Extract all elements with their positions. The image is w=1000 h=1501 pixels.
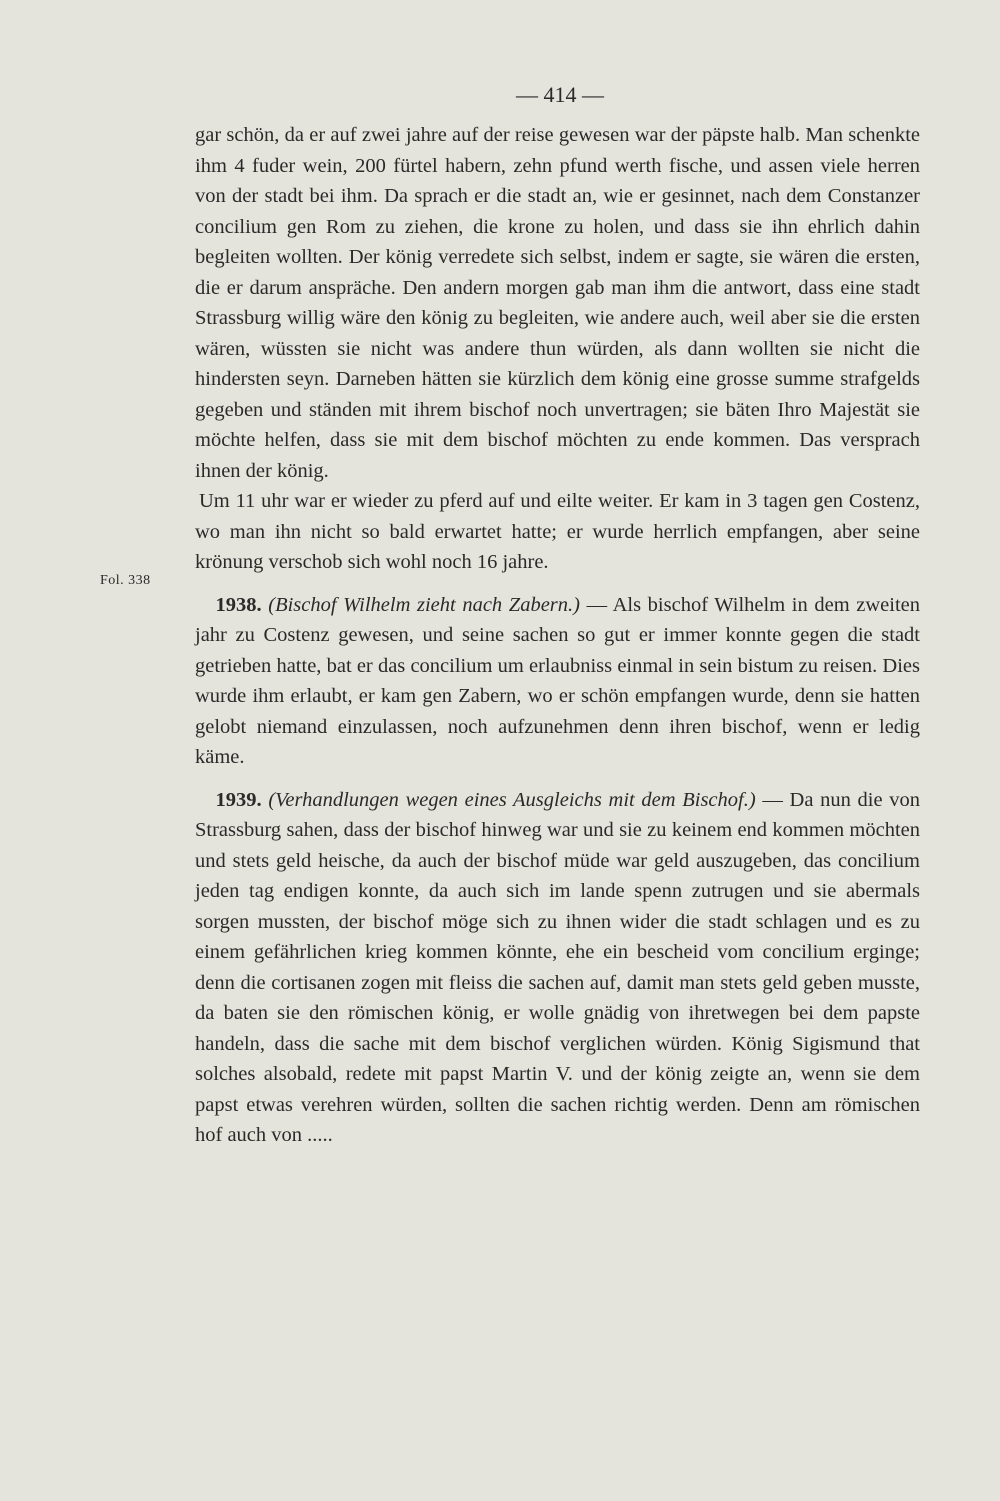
folio-margin-note: Fol. 338: [100, 573, 151, 588]
body-text: [195, 120, 920, 1151]
paragraph-continuation: gar schön, da er auf zwei jahre auf der reise gewesen war der päpste halb. Man schenkte ihm 4 fuder wein, 200 fürtel habern, zehn pfund werth fische, und assen viele herren von der stadt bei ihm. Da sprach er die stadt an, wie er gesinnet, nach dem Constanzer concilium gen Rom zu ziehen, die krone zu holen, und dass sie ihn ehrlich dahin begleiten wollten. Der könig verredete sich selbst, indem er sagte, sie wären die ersten, die er darum anspräche. Den andern morgen gab man ihm die antwort, dass eine stadt Strassburg willig wäre den könig zu begleiten, wie andere auch, weil aber sie die ersten wären, wüssten sie nicht was andere thun würden, als dann wollten sie nicht die hindersten seyn. Darneben hätten sie kürzlich dem könig eine grosse summe strafgelds gegeben und ständen mit ihrem bischof noch unvertragen; sie bäten Ihro Majestät sie möchte helfen, dass sie mit dem bischof möchten zu ende kommen. Das versprach ihnen der könig.: [195, 124, 920, 482]
section-body: — Als bischof Wilhelm in dem zweiten jahr zu Costenz gewesen, und seine sachen so gut er immer konnte gegen die stadt getrieben hatte, bat er das concilium um erlaubniss einmal in sein bistum zu reisen. Dies wurde ihm erlaubt, er kam gen Zabern, wo er schön empfangen wurde, denn sie hatten gelobt niemand einzulassen, noch aufzunehmen denn ihren bischof, wenn er ledig käme.: [195, 593, 921, 768]
section-body: — Da nun die von Strassburg sahen, dass der bischof hinweg war und sie zu keinem end kommen möchten und stets geld heische, da auch der bischof müde war geld auszugeben, das concilium jeden tag endigen konnte, da auch sich im lande spenn zutrugen und sie abermals sorgen mussten, der bischof möge sich zu ihnen wider die stadt schlagen und es zu einem gefährlichen krieg kommen könnte, ehe ein bescheid vom concilium erginge; denn die cortisanen zogen mit fleiss die sachen auf, damit man stets geld geben musste, da baten sie den römischen könig, er wolle gnädig von ihretwegen bei dem papste handeln, dass die sache mit dem bischof verglichen würden. König Sigismund that solches alsobald, redete mit papst Martin V. und der könig zeigte an, wenn sie dem papst etwas verehren würden, sollten die sachen richtig werden. Denn am römischen hof auch von .....: [195, 788, 921, 1146]
section-number: 1938.: [215, 593, 262, 616]
section-number: 1939.: [215, 788, 262, 811]
paragraph-fol-338: Um 11 uhr war er wieder zu pferd auf und eilte weiter. Er kam in 3 tagen gen Costenz, wo man ihn nicht so bald erwartet hatte; er wurde herrlich empfangen, aber seine krönung verschob sich wohl noch 16 jahre.: [195, 490, 920, 573]
section-title: (Bischof Wilhelm zieht nach Zabern.): [268, 593, 580, 616]
page-number: — 414 —: [516, 82, 604, 107]
section-1939: [195, 785, 920, 1151]
section-title: (Verhandlungen wegen eines Ausgleichs mit dem Bischof.): [268, 788, 756, 811]
section-1938: [195, 590, 920, 773]
